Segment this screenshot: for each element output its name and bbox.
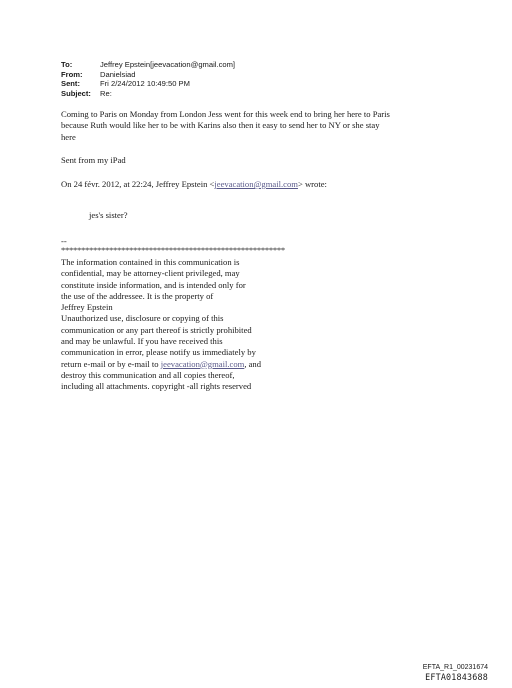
disclaimer-line: destroy this communication and all copies thereof, xyxy=(61,369,235,380)
bates-id-large: EFTA01843688 xyxy=(425,672,488,682)
message-body xyxy=(61,109,390,143)
body-line: here xyxy=(61,131,76,142)
quote-intro xyxy=(61,179,327,190)
header-to-row xyxy=(61,60,235,70)
disclaimer-line xyxy=(61,359,261,370)
asterisk-divider: ******************************************************** xyxy=(61,245,285,255)
disclaimer-text: , and xyxy=(244,358,262,369)
quote-email-link[interactable]: jeevacation@gmail.com xyxy=(214,179,298,189)
disclaimer-line: Unauthorized use, disclosure or copying of this xyxy=(61,313,224,324)
body-line: Coming to Paris on Monday from London Jess went for this week end to bring her here to Paris xyxy=(61,109,390,119)
disclaimer-line: Jeffrey Epstein xyxy=(61,302,113,313)
subject-label: Subject: xyxy=(61,89,91,99)
bates-footer xyxy=(423,663,488,682)
disclaimer-line: The information contained in this communication is xyxy=(61,257,240,267)
bates-id-small: EFTA_R1_00231674 xyxy=(422,664,488,671)
body-line: because Ruth would like her to be with Karins also then it easy to send her to NY or she stay xyxy=(61,120,380,131)
quoted-message: jes's sister? xyxy=(89,210,128,220)
email-header xyxy=(61,60,235,99)
disclaimer-email-link[interactable]: jeevacation@gmail.com xyxy=(160,358,245,369)
confidentiality-disclaimer xyxy=(61,257,261,393)
disclaimer-line: communication or any part thereof is strictly prohibited xyxy=(61,324,252,335)
header-sent-row xyxy=(61,79,235,89)
from-value: Danielsiad xyxy=(100,69,136,79)
quote-intro-text: On 24 févr. 2012, at 22:24, Jeffrey Epstein < xyxy=(61,179,215,189)
quote-intro-end: > wrote: xyxy=(297,179,327,189)
disclaimer-text: return e-mail or by e-mail to xyxy=(61,358,161,369)
disclaimer-line: confidential, may be attorney-client privileged, may xyxy=(61,268,240,279)
to-value: Jeffrey Epstein[jeevacation@gmail.com] xyxy=(100,60,236,69)
disclaimer-line: communication in error, please notify us immediately by xyxy=(61,347,256,358)
from-label: From: xyxy=(61,69,83,79)
header-subject-row xyxy=(61,89,235,99)
disclaimer-line: constitute inside information, and is intended only for xyxy=(61,279,246,290)
signature-line: Sent from my iPad xyxy=(61,155,126,165)
sent-label: Sent: xyxy=(61,79,80,89)
to-label: To: xyxy=(61,60,73,69)
disclaimer-line: including all attachments. copyright -all rights reserved xyxy=(61,381,252,392)
sent-value: Fri 2/24/2012 10:49:50 PM xyxy=(100,79,190,89)
subject-value: Re: xyxy=(100,89,112,99)
disclaimer-line: the use of the addressee. It is the property of xyxy=(61,290,214,301)
disclaimer-line: and may be unlawful. If you have received this xyxy=(61,336,223,347)
header-from-row xyxy=(61,70,235,80)
signature-separator: -- xyxy=(61,236,67,246)
